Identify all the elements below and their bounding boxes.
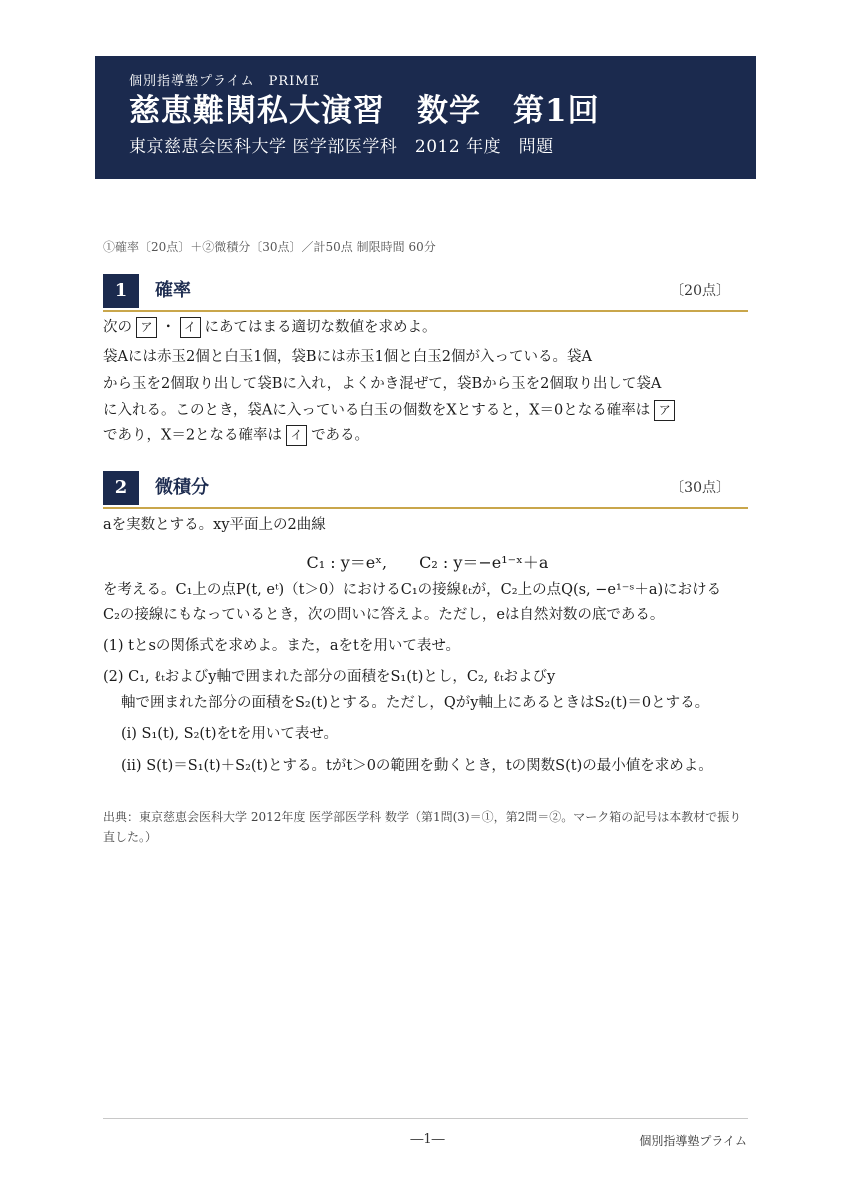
section-points: 〔30点〕: [670, 480, 730, 496]
problem-1-line-2: 袋Aには赤玉2個と白玉1個，袋Bには赤玉1個と白玉2個が入っている。袋A: [103, 349, 592, 365]
answer-box-a: ア: [136, 317, 157, 338]
question-2-ii: (ii) S(t)＝S₁(t)＋S₂(t)とする。tがt＞0の範囲を動くとき，tの関数S(t)の最小値を求めよ。: [121, 758, 713, 774]
curve-equations: C₁ : y＝eˣ, C₂ : y＝−e¹⁻ˣ＋a: [306, 553, 549, 572]
title-banner: [95, 56, 756, 179]
question-2-line-1: (2) C₁, ℓₜおよびy軸で囲まれた部分の面積をS₁(t)とし，C₂, ℓₜおよびy: [103, 669, 556, 685]
question-1: (1) tとsの関係式を求めよ。また，aをtを用いて表せ。: [103, 638, 460, 654]
problem-1-line-5: [103, 425, 369, 446]
answer-box-i: イ: [180, 317, 201, 338]
page-title: 慈恵難関私大演習 数学 第1回: [129, 93, 600, 129]
problem-1-line-3: から玉を2個取り出して袋Bに入れ，よくかき混ぜて，袋Bから玉を2個取り出して袋A: [103, 376, 662, 392]
text: に入れる。このとき，袋Aに入っている白玉の個数をXとすると，X＝0となる確率は: [103, 402, 651, 419]
section-title: 微積分: [155, 477, 209, 498]
section-number: 1: [103, 274, 139, 308]
source-note: 出典：東京慈恵会医科大学 2012年度 医学部医学科 数学（第1問(3)＝①，第2問＝②。マーク箱の記号は本教材で振り直した。）: [103, 810, 742, 844]
page-number: ―1―: [410, 1132, 445, 1147]
text: である。: [311, 427, 370, 444]
page-subtitle: 東京慈恵会医科大学 医学部医学科 2012 年度 問題: [129, 137, 554, 157]
exam-meta: ①確率〔20点〕＋②微積分〔30点〕／計50点 制限時間 60分: [103, 240, 436, 254]
section-1-header: [103, 274, 748, 312]
problem-2-line-3: C₂の接線にもなっているとき，次の問いに答えよ。ただし，eは自然対数の底である。: [103, 607, 665, 623]
problem-1-line-1: [103, 317, 437, 338]
question-2-line-2: 軸で囲まれた部分の面積をS₂(t)とする。ただし，Qがy軸上にあるときはS₂(t)＝0とする。: [121, 695, 710, 711]
question-2-i: (i) S₁(t), S₂(t)をtを用いて表せ。: [121, 726, 338, 742]
text: にあてはまる適切な数値を求めよ。: [204, 319, 437, 336]
section-2-header: [103, 471, 748, 509]
section-points: 〔20点〕: [670, 283, 730, 299]
footer-divider: [103, 1118, 748, 1119]
text: 次の: [103, 319, 132, 336]
footer-brand: 個別指導塾プライム: [639, 1134, 747, 1148]
problem-2-line-1: aを実数とする。xy平面上の2曲線: [103, 517, 326, 533]
answer-box-a: ア: [654, 400, 675, 421]
organization-label: 個別指導塾プライム PRIME: [129, 74, 321, 89]
problem-1-line-4: [103, 400, 679, 421]
text: であり，X＝2となる確率は: [103, 427, 283, 444]
separator: ・: [161, 319, 176, 336]
section-title: 確率: [155, 280, 191, 301]
problem-2-line-2: を考える。C₁上の点P(t, eᵗ)（t＞0）におけるC₁の接線ℓₜが，C₂上の点Q(s, −e¹⁻ˢ＋a)における: [103, 582, 722, 598]
answer-box-i: イ: [286, 425, 307, 446]
section-number: 2: [103, 471, 139, 505]
